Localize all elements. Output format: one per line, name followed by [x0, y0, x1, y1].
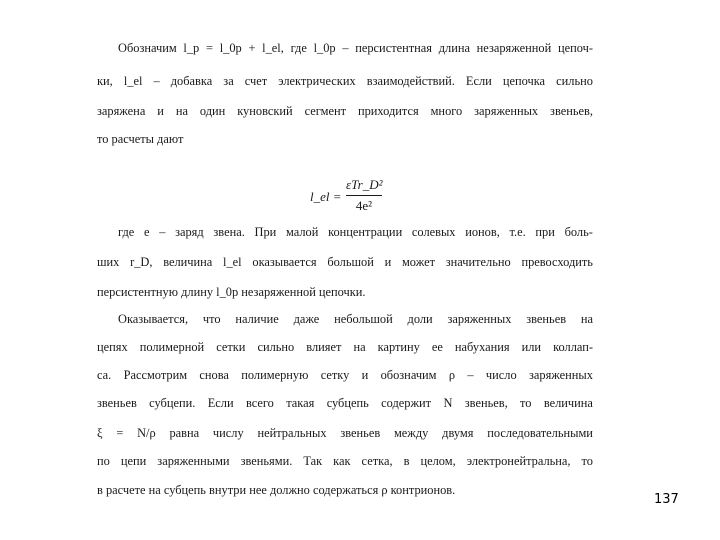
fraction-bar: [346, 195, 382, 196]
page-number: 137: [654, 492, 679, 507]
formula-numerator: εTr_D²: [346, 177, 383, 192]
formula-denominator: 4e²: [355, 198, 373, 213]
text-line: персистентную длину l_0p незаряженной цепочки.: [97, 285, 366, 299]
text-line: са. Рассмотрим снова полимерную сетку и обозначим ρ – число заряженных: [97, 368, 593, 382]
text-line: по цепи заряженными звеньями. Так как сетка, в целом, электронейтральна, то: [97, 454, 593, 468]
text-line: ки, l_el – добавка за счет электрических взаимодействий. Если цепочка сильно: [97, 74, 593, 88]
text-line: заряжена и на один куновский сегмент приходится много заряженных звеньев,: [97, 104, 593, 118]
text-line: ших r_D, величина l_el оказывается большой и может значительно превосходить: [97, 255, 593, 269]
text-line: Оказывается, что наличие даже небольшой доли заряженных звеньев на: [118, 312, 593, 326]
text-line: звеньев субцепи. Если всего такая субцепь содержит N звеньев, то величина: [97, 396, 593, 410]
text-line: Обозначим l_p = l_0p + l_el, где l_0p – персистентная длина незаряженной цепоч-: [118, 41, 593, 55]
text-line: где e – заряд звена. При малой концентрации солевых ионов, т.е. при боль-: [118, 225, 593, 239]
formula-lhs: l_el =: [310, 189, 342, 204]
formula-l-el: [310, 176, 420, 216]
text-line: цепях полимерной сетки сильно влияет на картину ее набухания или коллап-: [97, 340, 593, 354]
formula-fraction: [346, 176, 382, 215]
text-line: то расчеты дают: [97, 132, 184, 146]
text-line: ξ = N/ρ равна числу нейтральных звеньев между двумя последовательными: [97, 426, 593, 440]
text-line: в расчете на субцепь внутри нее должно содержаться ρ контрионов.: [97, 483, 456, 497]
